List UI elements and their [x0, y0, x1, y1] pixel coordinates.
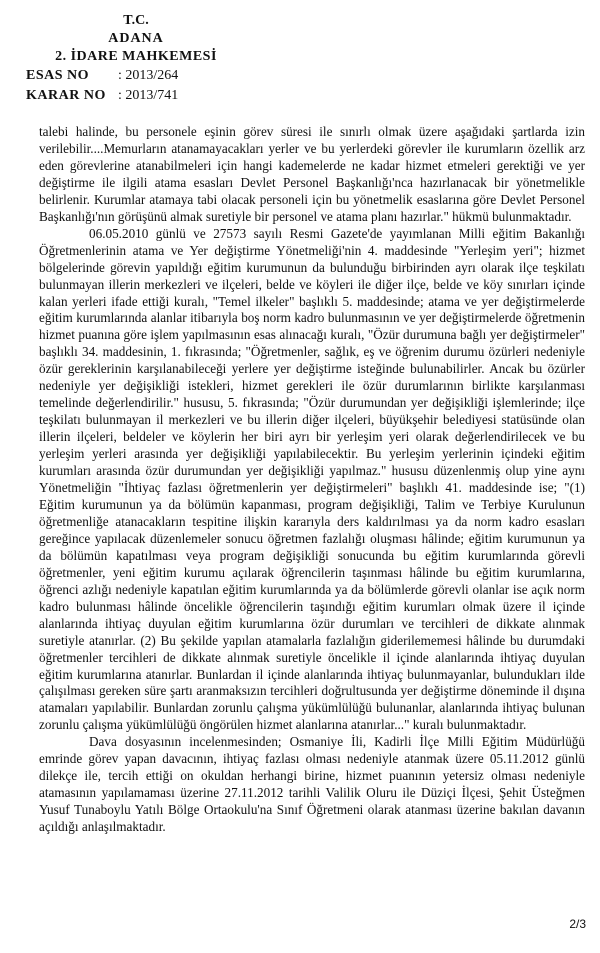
paragraph-continuation: talebi halinde, bu personele eşinin görev süresi ile sınırlı olmak üzere aşağıdaki şartlarda izin verilebilir....Memurların atanamayacakları yerler ve bu yerlerdeki görevler ile kurumların özellik arz eden görevlerine atanabilmeleri için hangi kademelerde ne kadar hizmet etmeleri gerektiği ve yer değiştirme ile ilgili atama esasları Devlet Personel Başkanlığı'nca hazırlanacak bir yönetmelikle belirlenir. Kurumlar atamaya tabi olacak personeli için bu yönetmelik esaslarına göre Devlet Personel Başkanlığı'nın görüşünü almak suretiyle bir personel ve atama planı hazırlar." hükmü bulunmaktadır. [39, 124, 585, 224]
paragraph-regulation: 06.05.2010 günlü ve 27573 sayılı Resmi Gazete'de yayımlanan Milli eğitim Bakanlığı Öğretmenlerinin atama ve Yer değiştirme Yönetmeliği'nin 4. maddesinde "Yerleşim yeri"; hizmet bölgelerinde görevin yapıldığı eğitim kurumunun da bulunduğu birbirinden ayrı olarak ilçe teşkilatı bulunmayan illerin merkezleri ve ilçeleri, belde ve köyleri ile diğer ilçe, belde ve köy sınırları içinde kalan yerleri ifade ettiği kuralı, "Temel ilkeler" başlıklı 5. maddesinde; atama ve yer değiştirmelerde eğitim kurumlarında alanlar itibarıyla boş norm kadro bulunmasının ve yer değiştirmelerde öğretmenin hizmet puanına göre işlem yapılmasının esas alınacağı kuralı, "Özür durumuna bağlı yer değiştirmeler" başlıklı 34. maddesinin, 1. fıkrasında; "Öğretmenler, sağlık, eş ve öğrenim durumu özürleri nedeniyle özür gereklerinin karşılanabileceği yerlere yer değiştirme isteğinde bulunabilirler. Ancak bu özürler nedeniyle yer değişikliği istekleri, hizmet gerekleri ile özür durumlarının birlikte karşılanması temelinde değerlendirilir." hususu, 5. fıkrasında; "Özür durumundan yer değişikliği işlemlerinde; ilçe teşkilatı bulunmayan il merkezleri ve bu illerin diğer ilçeleri, büyükşehir belediyesi statüsünde olan illerin ilçeleri, beldeler ve köylerin her biri ayrı bir yerleşim yeri olarak değerlendirilecek ve bu yerleşim yerleri arasında yer değişikliği yapılabilecektir. Bu yerleşim yerlerinin içindeki eğitim kurumları arasında özür durumundan yer değişikliği yapılmaz." hususu düzenlenmiş olup yine aynı Yönetmeliğin "İhtiyaç fazlası öğretmenlerin yer değiştirmeleri" başlıklı 41. maddesinde ise; "(1) Eğitim kurumunun ya da bölümün kapanması, program değişikliği, Talim ve Terbiye Kurulunun öğretmenliğe atanacakların tespitine ilişkin kararıyla ders kaldırılması ya da norm kadro esasları gereğince yapılacak düzenlemeler sonucu öğretmen fazlalığı oluşması hâlinde; eğitim kurumunun ya da bölümün kapatılması veya program değişikliği sonucunda bu eğitim kurumlarında görevli öğretmenler, yeni eğitim kurumu açılarak öğrencilerin taşınması hâlinde bu eğitim kurumlarına, öğrenci azlığı nedeniyle kapatılan eğitim kurumlarında ya da bölümlerde görevli olanlar ise açık norm kadro bulunması hâlinde öncelikle öğrencilerin taşındığı eğitim kurumları olmak üzere il içinde alanlarında ihtiyaç duyulan eğitim kurumlarına özür durumları ve tercihleri de dikkate alınmak suretiyle atanırlar. (2) Bu şekilde yapılan atamalarla fazlalığın giderilememesi hâlinde bu durumdaki öğretmenler tercihleri de dikkate alınmak suretiyle öncelikle il içinde alanlarında ihtiyaç duyulan eğitim kurumlarına atanırlar. Bunlardan il içinde alanlarında ihtiyaç bulunmayanlar, bulundukları ilde çalışılması gereken süre şartı aranmaksızın tercihleri doğrultusunda yer değiştirme döneminde il dışına atamaları yapılabilir. Bunlardan zorunlu çalışma yükümlülüğü bulunanlar, alanlarında ihtiyaç bulunan zorunlu çalışma yükümlülüğü öngörülen hizmet alanlarına atanırlar..." kuralı bulunmaktadır. [39, 225, 585, 733]
karar-row [26, 86, 246, 106]
document-body [39, 124, 585, 836]
page-number: 2/3 [569, 917, 586, 931]
document-header [26, 12, 246, 106]
esas-value: : 2013/264 [118, 68, 179, 83]
karar-value: : 2013/741 [118, 88, 179, 103]
esas-label: ESAS NO [26, 68, 90, 83]
esas-row [26, 66, 246, 86]
karar-label: KARAR NO [26, 88, 106, 103]
city-heading: ADANA [108, 31, 164, 46]
court-heading: 2. İDARE MAHKEMESİ [55, 49, 217, 64]
paragraph-case-review: Dava dosyasının incelenmesinden; Osmaniye İli, Kadirli İlçe Milli Eğitim Müdürlüğü emrinde görev yapan davacının, ihtiyaç fazlası olması nedeniyle atanmak üzere 05.11.2012 günlü dilekçe ile, tercih ettiği on okuldan herhangi birine, hizmet puanının yetersiz olması nedeniyle atamasının yapılamaması üzerine 27.11.2012 tarihli Valilik Oluru ile Düziçi İlçesi, Şehit Üsteğmen Yusuf Tunaboylu Yatılı Bölge Ortaokulu'na Sınıf Öğretmeni olarak atanması üzerine bakılan davanın açıldığı anlaşılmaktadır. [39, 734, 585, 835]
tc-heading: T.C. [123, 13, 149, 28]
